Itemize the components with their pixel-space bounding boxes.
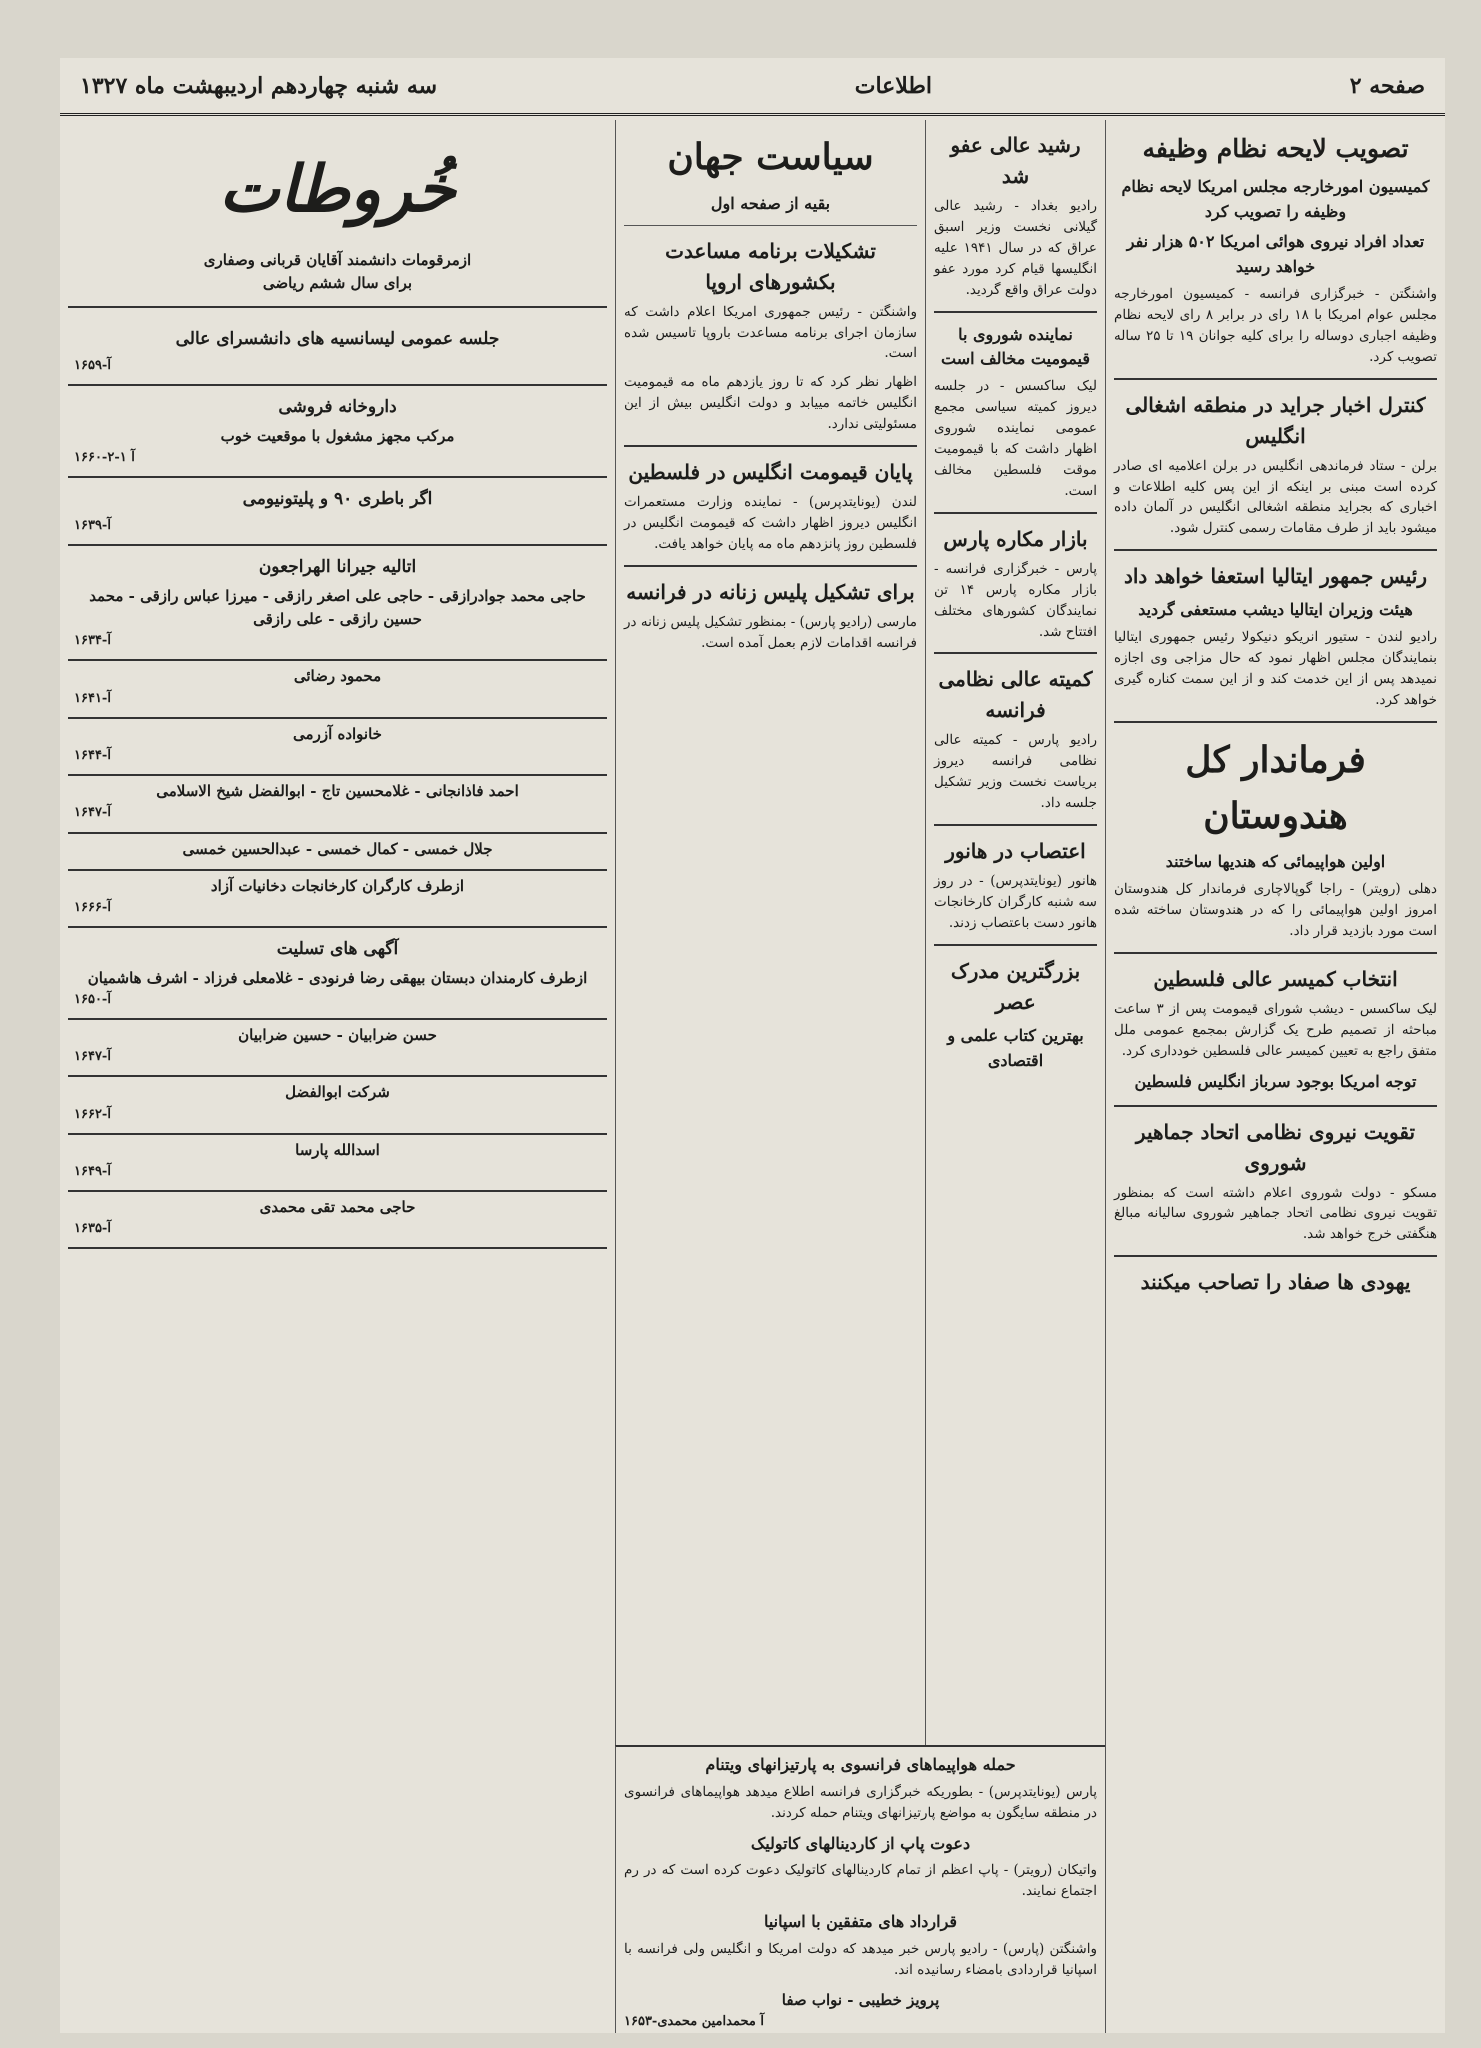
- ad-block-condolence-5: [68, 834, 607, 871]
- headline-paris-fair: بازار مکاره پارس: [943, 526, 1088, 551]
- ad-battery-ref: ۱۶۳۹-آ: [74, 518, 111, 534]
- ad-block-condolence-1: [68, 546, 607, 661]
- divider: [68, 306, 607, 308]
- headline-palestine-commissioner: انتخاب کمیسر عالی فلسطین: [1153, 966, 1398, 991]
- continued-from-front: بقیه از صفحه اول: [710, 193, 831, 213]
- condolence-11-name: حاجی محمد تقی محمدی: [259, 1198, 416, 1217]
- subhead-airforce: تعداد افراد نیروی هوائی امریکا ۵۰۲ هزار نفر خواهد رسید: [1126, 232, 1425, 277]
- column-1: [1105, 120, 1445, 2033]
- article-rashid-ali: رادیو بغداد - رشید عالی گیلانی نخست وزیر اسبق عراق که در سال ۱۹۴۱ علیه انگلیسها قیام کرد مورد عفو دولت عراق واقع گردید.: [934, 198, 1097, 298]
- ad-pharmacy-ref: ۱۶۶۰-آ ۱-۲: [74, 449, 135, 465]
- headline-mandate-end: پایان قیمومت انگلیس در فلسطین: [628, 460, 913, 485]
- ad-block-condolence-2: [68, 661, 607, 718]
- divider: [624, 225, 917, 226]
- ad-block-condolence-4: [68, 776, 607, 833]
- headline-us-attention: توجه امریکا بوجود سرباز انگلیس فلسطین: [1134, 1071, 1417, 1091]
- condolence-10-ref: ۱۶۴۹-آ: [74, 1163, 111, 1179]
- article-mandate-end: اظهار نظر کرد که تا روز یازدهم ماه مه قیمومیت انگلیس خاتمه مییابد و دولت انگلیس بیش از این مسئولیتی ندارد.: [624, 374, 917, 433]
- article-mandate-end-london: لندن (یونایتدپرس) - نماینده وزارت مستعمرات انگلیس دیروز اظهار داشت که قیمومت انگلیس در فلسطین روز پانزدهم ماه مه پایان خواهد یافت.: [624, 494, 917, 552]
- divider: [1114, 952, 1437, 954]
- divider: [1114, 1255, 1437, 1257]
- ad-block-condolence-7: [68, 928, 607, 1020]
- ad-block-condolence-10: [68, 1135, 607, 1192]
- condolence-7-ref: ۱۶۵۰-آ: [74, 991, 111, 1007]
- article-women-police: مارسی (رادیو پارس) - بمنظور تشکیل پلیس زنانه در فرانسه اقدامات لازم بعمل آمده است.: [624, 613, 917, 651]
- headline-soviet-military: تقویت نیروی نظامی اتحاد جماهیر شوروی: [1135, 1119, 1416, 1175]
- condolence-10-name: اسدالله پارسا: [295, 1140, 380, 1159]
- bottom-news: [615, 1745, 1105, 2033]
- ad-block-pharmacy: [68, 386, 607, 478]
- columns: [60, 120, 1445, 2033]
- ad-block-condolence-3: [68, 719, 607, 776]
- condolence-4-ref: ۱۶۴۷-آ: [74, 805, 111, 821]
- divider: [624, 445, 917, 447]
- subhead-conscription: کمیسیون امورخارجه مجلس امریکا لایحه نظام وظیفه را تصویب کرد: [1121, 176, 1430, 221]
- condolence-5-names: جلال خمسی - کمال خمسی - عبدالحسین خمسی: [182, 839, 493, 858]
- ad-block-condolence-6: [68, 871, 607, 928]
- condolence-3-name: خانواده آزرمی: [293, 724, 382, 743]
- article-spain: واشنگتن (پارس) - رادیو پارس خبر میدهد که دولت امریکا و انگلیس ولی فرانسه با اسپانیا قراردادی بامضاء رسانیده اند.: [624, 1941, 1097, 1978]
- ad-graduates-title: جلسه عمومی لیسانسیه های دانشسرای عالی: [175, 328, 500, 349]
- article-palestine-commissioner: لیک ساکسس - دیشب شورای قیمومت پس از ۳ ساعت مباحثه از تصمیم طرح یک گزارش بمجمع عمومی ملل متفق راجع به تعیین کمیسر عالی فلسطین خودداری کرد.: [1114, 1000, 1437, 1059]
- ad-sub-grade: برای سال ششم ریاضی: [262, 274, 413, 293]
- ad-signature-ref: ۱۶۵۳-آ محمدامین محمدی: [624, 2014, 764, 2030]
- condolence-9-ref: ۱۶۶۲-آ: [74, 1106, 111, 1122]
- headline-women-police: برای تشکیل پلیس زنانه در فرانسه: [626, 579, 915, 604]
- condolence-6-ref: ۱۶۶۶-آ: [74, 900, 111, 916]
- headline-india-governor: فرماندار کل هندوستان: [1185, 738, 1366, 837]
- article-italy: رادیو لندن - ستیور انریکو دنیکولا رئیس جمهوری ایتالیا بنمایندگان مجلس اظهار نمود که حال مزاجی وی اجازه نمیدهد پس از این خدمت کند و از این سمت کناره گیری خواهد کرد.: [1114, 629, 1437, 708]
- ad-signature: پرویز خطیبی - نواب صفا: [781, 1990, 940, 2009]
- condolence-2-name: محمود رضائی: [293, 667, 382, 686]
- ad-headline-khorvat: خُروطات: [219, 152, 456, 227]
- ad-block-condolence-8: [68, 1020, 607, 1077]
- headline-safad: یهودی ها صفاد را تصاحب میکنند: [1140, 1270, 1411, 1295]
- ad-sub-authors: ازمرقومات دانشمند آقایان قربانی وصفاری: [203, 251, 472, 270]
- article-press-control: برلن - ستاد فرماندهی انگلیس در برلن اعلامیه ای صادر کرده است مبنی بر اینکه از این پس کلیه اطلاعات و اخباری که بجراید منطقه اشغالی انگلیس در آلمان داده میشود باید از طرف مقامات رسمی کنترل شود.: [1114, 457, 1437, 537]
- page-number: صفحه ۲: [1349, 72, 1425, 99]
- condolence-1-ref: ۱۶۳۴-آ: [74, 633, 111, 649]
- subhead-india-aircraft: اولین هواپیمائی که هندیها ساختند: [1165, 852, 1386, 872]
- divider: [1114, 721, 1437, 723]
- article-pope: واتیکان (رویتر) - پاپ اعظم از تمام کاردینالهای کاتولیک دعوت کرده است که در رم اجتماع نمایند.: [624, 1862, 1097, 1900]
- headline-press-control: کنترل اخبار جراید در منطقه اشغالی انگلیس: [1125, 392, 1426, 448]
- paper-name: اطلاعات: [854, 72, 933, 99]
- headline-italy-president: رئیس جمهور ایتالیا استعفا خواهد داد: [1123, 564, 1428, 589]
- headline-spain-agreement: قرارداد های متفقین با اسپانیا: [763, 1912, 958, 1932]
- condolence-3-ref: ۱۶۴۴-آ: [74, 748, 111, 764]
- ad-pharmacy-text: مرکب مجهز مشغول با موقعیت خوب: [220, 426, 455, 445]
- headline-soviet-trusteeship: نماینده شوروی با قیمومیت مخالف است: [940, 324, 1090, 369]
- article-soviet-trusteeship: لیک ساکسس - در جلسه دیروز کمیته سیاسی مجمع عمومی نماینده شوروی اظهار داشت که با قیمومیت موقت فلسطین مخالف است.: [934, 378, 1097, 499]
- condolence-8-ref: ۱۶۴۷-آ: [74, 1049, 111, 1065]
- divider: [1114, 378, 1437, 380]
- article-conscription: واشنگتن - خبرگزاری فرانسه - کمیسیون امورخارجه مجلس عوام امریکا با ۱۸ رای در برابر ۸ رای لایحه نظام وظیفه اجباری دوساله را برای کلیه جوانان ۱۹ تا ۲۵ ساله تصویب کرد.: [1114, 285, 1437, 365]
- condolence-1-names: حاجی محمد جوادرازقی - حاجی علی اصغر رازقی - میرزا عباس رازقی - محمد حسین رازقی - علی رازقی: [89, 586, 586, 628]
- divider: [934, 824, 1097, 826]
- headline-pope: دعوت پاپ از کاردینالهای کاتولیک: [750, 1833, 971, 1853]
- ad-block-battery: [68, 478, 607, 546]
- condolence-2-ref: ۱۶۴۱-آ: [74, 690, 111, 706]
- page-header: [60, 58, 1445, 116]
- ad-pharmacy-title: داروخانه فروشی: [278, 397, 397, 418]
- condolence-1-title: اتالیه جیرانا الهراجعون: [258, 557, 417, 578]
- issue-date: سه شنبه چهاردهم اردیبهشت ماه ۱۳۲۷: [80, 72, 438, 99]
- article-soviet: مسکو - دولت شوروی اعلام داشته است که بمنظور تقویت نیروی نظامی اتحاد جماهیر شوروی سالیانه مبالغ هنگفتی خرج خواهد شد.: [1114, 1184, 1437, 1243]
- condolence-11-ref: ۱۶۳۵-آ: [74, 1221, 111, 1237]
- headline-world-politics: سیاست جهان: [667, 136, 874, 178]
- headline-french-military: کمیته عالی نظامی فرانسه: [938, 667, 1093, 723]
- divider: [934, 944, 1097, 946]
- ad-book-title: بزرگترین مدرک عصر: [950, 958, 1081, 1014]
- ad-graduates-ref: ۱۶۵۹-آ: [74, 358, 111, 374]
- ad-block-condolence-11: [68, 1192, 607, 1249]
- headline-rashid-ali: رشید عالی عفو شد: [950, 133, 1081, 188]
- condolence-4-names: احمد فاذانجانی - غلامحسین تاج - ابوالفضل شیخ الاسلامی: [156, 782, 519, 801]
- divider: [1114, 549, 1437, 551]
- condolence-6-sign: ازطرف کارگران کارخانجات دخانیات آزاد: [210, 876, 465, 895]
- condolence-8-names: حسن ضرابیان - حسین ضرابیان: [238, 1025, 437, 1044]
- ad-book-sub: بهترین کتاب علمی و اقتصادی: [947, 1025, 1084, 1070]
- article-europe-aid: واشنگتن - رئیس جمهوری امریکا اعلام داشت که سازمان اجرای برنامه مساعدت باروپا تاسیس شده است.: [624, 303, 917, 362]
- article-hanover: هانور (یونایتدپرس) - در روز سه شنبه کارگران کارخانجات هانور دست باعتصاب زدند.: [934, 873, 1097, 931]
- headline-french-air-raid: حمله هواپیماهای فرانسوی به پارتیزانهای ویتنام: [705, 1755, 1016, 1774]
- divider: [934, 652, 1097, 654]
- column-4-ads: [60, 120, 615, 2033]
- subhead-italy-cabinet: هیئت وزیران ایتالیا دیشب مستعفی گردید: [1138, 600, 1413, 620]
- condolence-7-names: ازطرف کارمندان دبستان بیهقی رضا فرنودی - غلامعلی فرزاد - اشرف هاشمیان: [87, 968, 588, 987]
- divider: [934, 311, 1097, 313]
- article-french-air-raid: پارس (یونایتدپرس) - بطوریکه خبرگزاری فرانسه اطلاع میدهد هواپیماهای فرانسوی در منطقه سایگون به مواضع پارتیزانهای ویتنام حمله کردند.: [624, 1783, 1097, 1821]
- newspaper-page: [60, 58, 1445, 2033]
- article-french-military: رادیو پارس - کمیته عالی نظامی فرانسه دیروز بریاست نخست وزیر تشکیل جلسه داد.: [934, 732, 1097, 812]
- ad-block-condolence-9: [68, 1077, 607, 1134]
- ad-battery-title: اگر باطری ۹۰ و پلیتونیومی: [242, 488, 433, 509]
- condolence-7-title: آگهی های تسلیت: [276, 939, 399, 960]
- headline-conscription: تصویب لایحه نظام وظیفه: [1142, 134, 1409, 163]
- divider: [624, 565, 917, 567]
- headline-hanover-strike: اعتصاب در هانور: [945, 839, 1086, 864]
- ad-block-graduates: [68, 318, 607, 386]
- condolence-9-name: شرکت ابوالفضل: [285, 1083, 390, 1102]
- divider: [934, 512, 1097, 514]
- headline-europe-aid: تشکیلات برنامه مساعدت بکشورهای اروپا: [665, 238, 876, 294]
- article-paris-fair: پارس - خبرگزاری فرانسه - بازار مکاره پارس ۱۴ تن نمایندگان کشورهای مختلف افتتاح شد.: [934, 560, 1098, 640]
- article-india: دهلی (رویتر) - راجا گوپالاچاری فرماندار کل هندوستان امروز اولین هواپیمائی را که در هندوستان ساخته شده است مورد بازدید قرار داد.: [1114, 881, 1437, 940]
- divider: [1114, 1105, 1437, 1107]
